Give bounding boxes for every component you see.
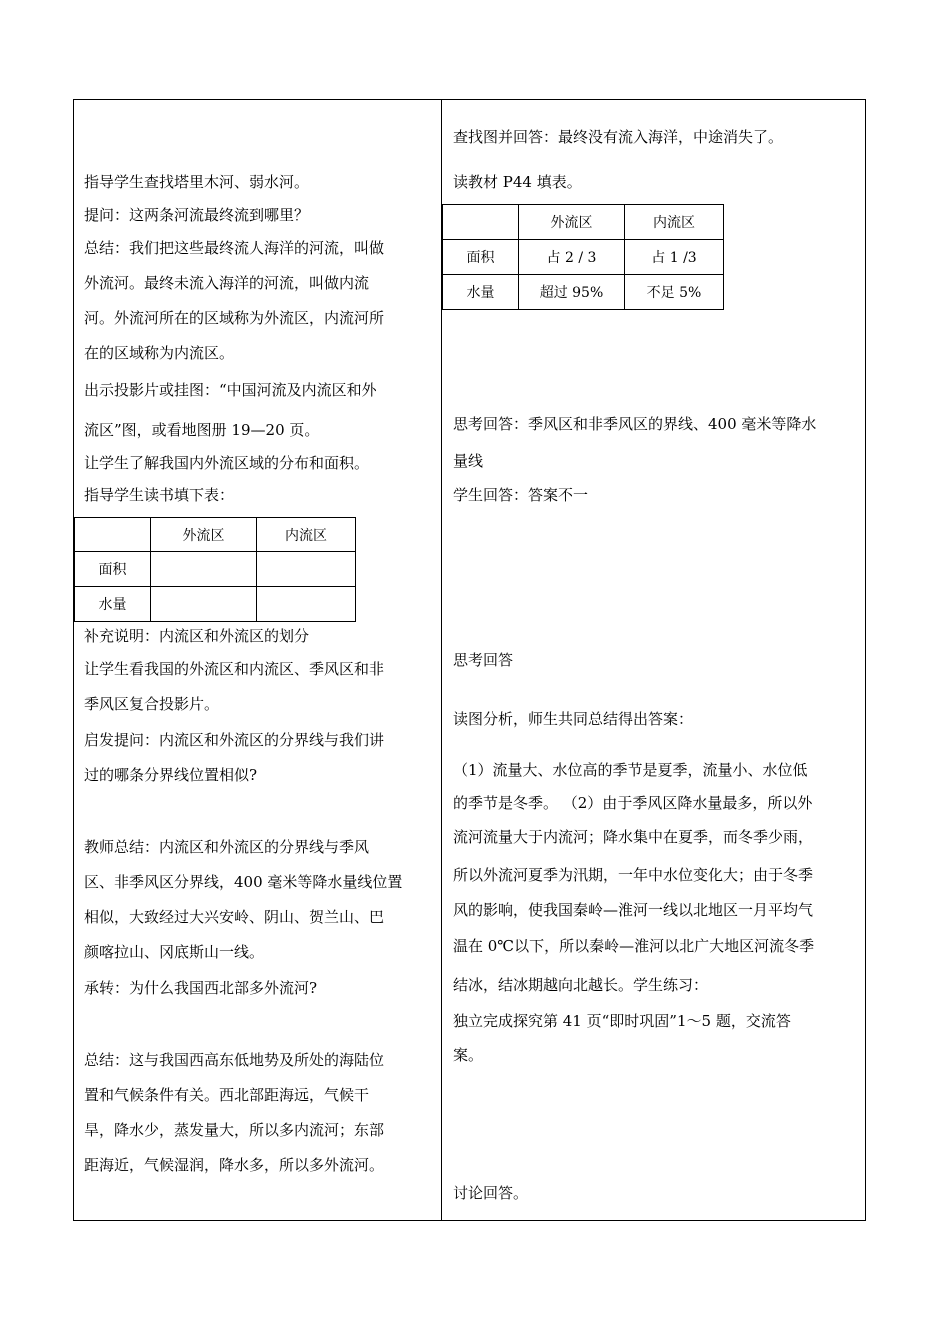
- left-table-cell-empty[interactable]: [257, 552, 356, 587]
- left-p12-line2: 置和气候条件有关。西北部距海远，气候干: [84, 1086, 370, 1104]
- left-p12-line4: 距海近，气候湿润，降水多，所以多外流河。: [84, 1156, 385, 1174]
- right-p9: 讨论回答。: [453, 1184, 529, 1202]
- right-p1: 查找图并回答：最终没有流入海洋，中途消失了。: [453, 128, 784, 146]
- left-table-header-inflow: 内流区: [257, 518, 356, 552]
- right-table-row-label: 面积: [443, 240, 519, 275]
- right-p4: 学生回答：答案不一: [453, 486, 589, 504]
- right-p5: 思考回答: [453, 651, 514, 669]
- right-table-cell: 超过 95%: [519, 275, 625, 310]
- left-table-header-outflow: 外流区: [151, 518, 257, 552]
- left-p10-line4: 颜喀拉山、冈底斯山一线。: [84, 943, 265, 961]
- left-p6: 指导学生读书填下表：: [84, 486, 235, 504]
- left-p5: 让学生了解我国内外流区域的分布和面积。: [84, 454, 370, 472]
- left-table-cell-empty[interactable]: [257, 587, 356, 622]
- left-table-cell-empty[interactable]: [151, 552, 257, 587]
- right-p7-line2: 的季节是冬季。 （2）由于季风区降水量最多，所以外: [453, 794, 813, 812]
- left-table-cell-empty[interactable]: [151, 587, 257, 622]
- right-table-row-label: 水量: [443, 275, 519, 310]
- right-p7-line5: 风的影响，使我国秦岭—淮河一线以北地区一月平均气: [453, 901, 814, 919]
- left-p3-line1: 总结：我们把这些最终流人海洋的河流，叫做: [84, 239, 385, 257]
- left-p4-line1: 出示投影片或挂图：“中国河流及内流区和外: [84, 381, 377, 399]
- right-p3-line1: 思考回答：季风区和非季风区的界线、400 毫米等降水: [453, 415, 817, 433]
- left-p12-line1: 总结：这与我国西高东低地势及所处的海陆位: [84, 1051, 385, 1069]
- left-p2: 提问：这两条河流最终流到哪里？: [84, 206, 310, 224]
- right-p8-line2: 案。: [453, 1046, 484, 1064]
- right-p7-line4: 所以外流河夏季为汛期，一年中水位变化大；由于冬季: [453, 866, 814, 884]
- right-table-cell: 不足 5%: [625, 275, 724, 310]
- left-p10-line1: 教师总结：内流区和外流区的分界线与季风: [84, 838, 370, 856]
- left-p9-line1: 启发提问：内流区和外流区的分界线与我们讲: [84, 731, 385, 749]
- left-p11: 承转：为什么我国西北部多外流河?: [84, 979, 318, 997]
- right-p7-line7: 结冰，结冰期越向北越长。学生练习：: [453, 976, 709, 994]
- right-table-cell: 占 2 / 3: [519, 240, 625, 275]
- left-table-row-label: 水量: [75, 587, 151, 622]
- left-p7: 补充说明：内流区和外流区的划分: [84, 627, 310, 645]
- left-table-corner: [75, 518, 151, 552]
- left-p12-line3: 旱，降水少，蒸发量大，所以多内流河；东部: [84, 1121, 385, 1139]
- right-p7-line6: 温在 0℃以下，所以秦岭—淮河以北广大地区河流冬季: [453, 937, 815, 955]
- left-blank-table: [74, 517, 356, 622]
- right-p8-line1: 独立完成探究第 41 页“即时巩固”1～5 题，交流答: [453, 1012, 791, 1030]
- right-table-corner: [443, 205, 519, 240]
- left-p8-line2: 季风区复合投影片。: [84, 695, 220, 713]
- right-answer-table: [442, 204, 724, 310]
- left-p3-line3: 河。外流河所在的区域称为外流区，内流河所: [84, 309, 385, 327]
- lesson-plan-frame: [73, 99, 866, 1221]
- right-p7-line3: 流河流量大于内流河；降水集中在夏季，而冬季少雨，: [453, 828, 814, 846]
- left-p4-line2: 流区”图，或看地图册 19—20 页。: [84, 421, 320, 439]
- left-p3-line2: 外流河。最终未流入海洋的河流，叫做内流: [84, 274, 370, 292]
- right-p6: 读图分析，师生共同总结得出答案：: [453, 710, 694, 728]
- right-p2: 读教材 P44 填表。: [453, 173, 582, 191]
- right-table-header-outflow: 外流区: [519, 205, 625, 240]
- left-p3-line4: 在的区域称为内流区。: [84, 344, 235, 362]
- left-table-row-label: 面积: [75, 552, 151, 587]
- left-p1: 指导学生查找塔里木河、弱水河。: [84, 173, 310, 191]
- right-table-header-inflow: 内流区: [625, 205, 724, 240]
- right-p3-line2: 量线: [453, 452, 484, 470]
- right-p7-line1: （1）流量大、水位高的季节是夏季，流量小、水位低: [453, 761, 808, 779]
- right-table-cell: 占 1 /3: [625, 240, 724, 275]
- left-p10-line3: 相似，大致经过大兴安岭、阴山、贺兰山、巴: [84, 908, 385, 926]
- left-p10-line2: 区、非季风区分界线，400 毫米等降水量线位置: [84, 873, 403, 891]
- left-p8-line1: 让学生看我国的外流区和内流区、季风区和非: [84, 660, 385, 678]
- left-p9-line2: 过的哪条分界线位置相似?: [84, 766, 258, 784]
